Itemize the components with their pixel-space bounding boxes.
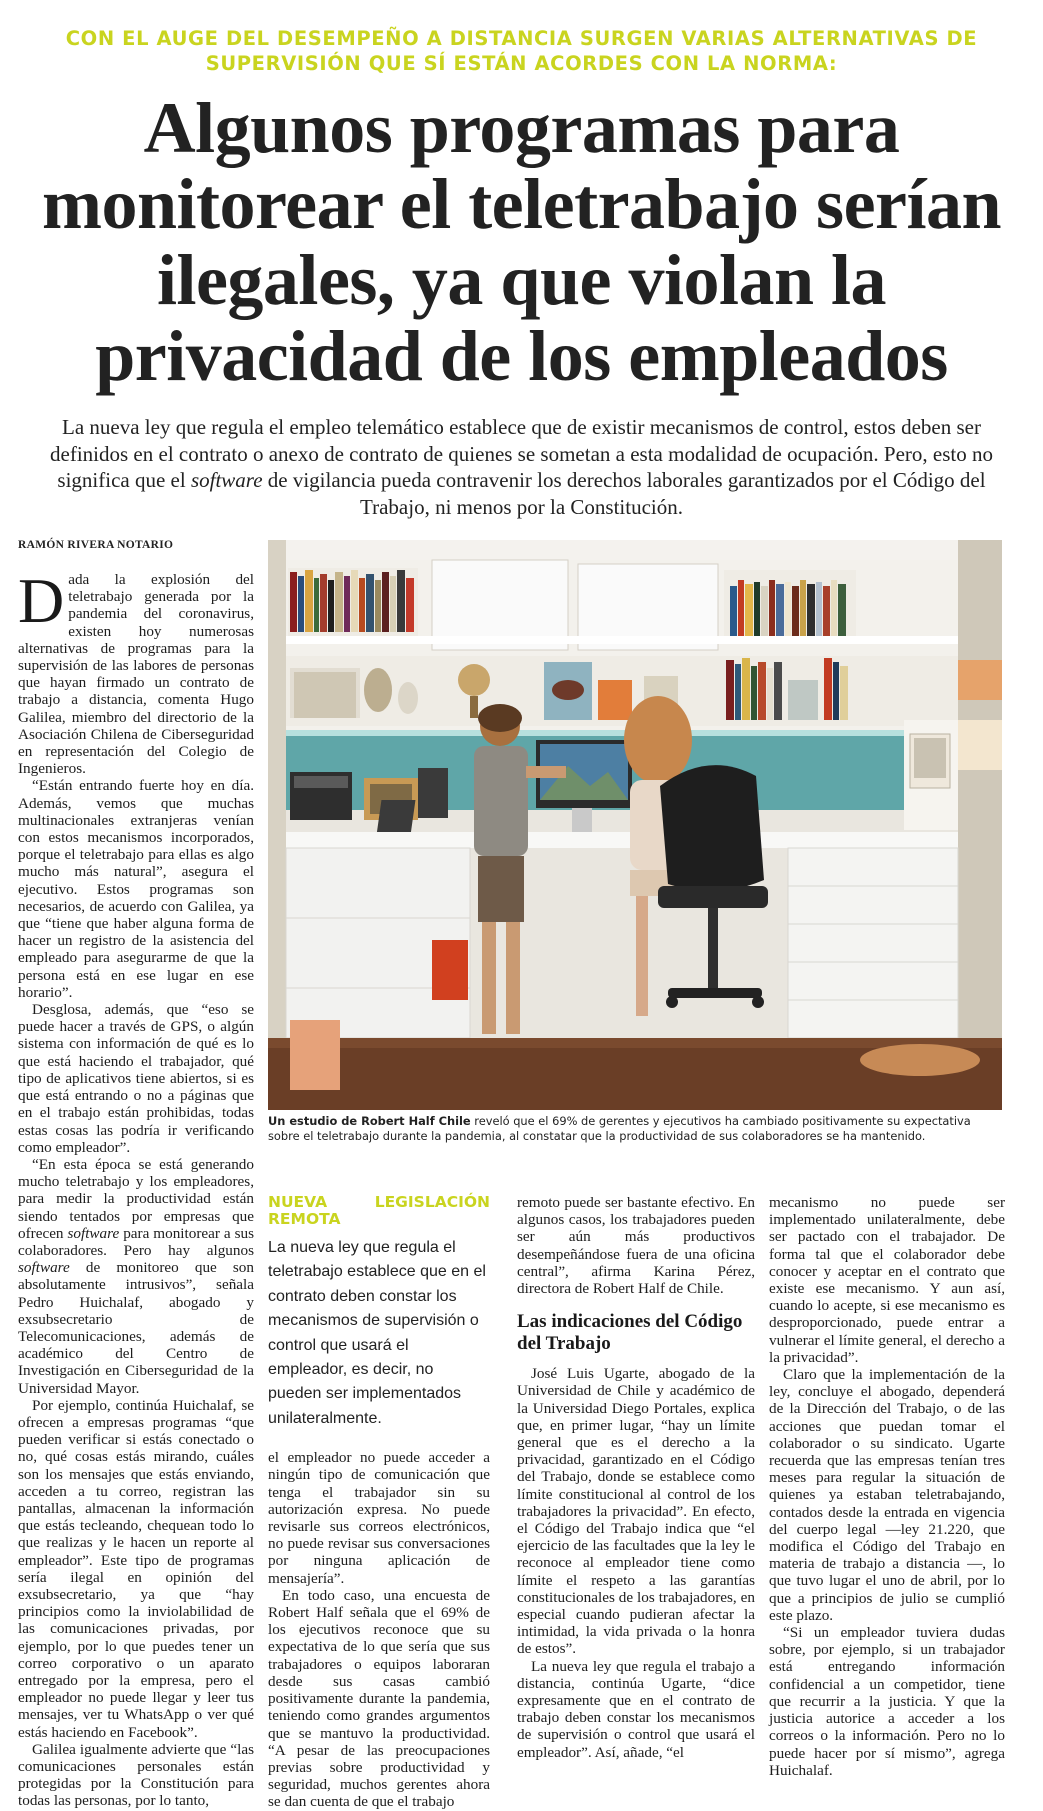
kicker: CON EL AUGE DEL DESEMPEÑO A DISTANCIA SURGEN VARIAS ALTERNATIVAS DE SUPERVISIÓN QUE SÍ ESTÁN ACORDES CON LA NORMA: (65, 27, 978, 75)
paragraph-text: de monitoreo que son absolutamente intrusivos”, señala Pedro Huichalaf, abogado y exsubsecretario de Telecomunicaciones, además de académico del Centro de Investigación en Ciberseguridad de la Universidad Mayor. (18, 1259, 254, 1397)
caption-bold: Un estudio de Robert Half Chile (268, 1114, 471, 1128)
paragraph: “Están entrando fuerte hoy en día. Además, vemos que muchas multinacionales extranjeras venían con estos mecanismos incorporados, porque el teletrabajo para ellas es algo mucho más natural”, asegura el ejecutivo. Estos programas son necesarios, de acuerdo con Galilea, ya que “tiene que haber alguna forma de hacer un registro de la asistencia del empleado para asegurarme de que la persona está en ese lugar en ese horario”. (18, 777, 254, 1001)
sidebar-title: NUEVA LEGISLACIÓN REMOTA (268, 1193, 490, 1228)
deck (24, 414, 1019, 520)
paragraph-text: ada la explosión del teletrabajo generada por la pandemia del coronavirus, existen hoy numerosas alternativas de programas para la supervisión de las labores de personas que hayan firmado un contrato de trabajo a distancia, comenta Hugo Galilea, miembro del directorio de la Asociación Chilena de Ciberseguridad en representación del Colegio de Ingenieros. (18, 571, 254, 778)
paragraph: “Si un empleador tuviera dudas sobre, por ejemplo, si un trabajador está entregando información confidencial a un competidor, tiene que recurrir a la justicia. Y que la justicia autorice a acceder a los correos o la información. Pero no lo puede hacer por sí mismo”, agrega Huichalaf. (769, 1624, 1005, 1779)
photo-caption (268, 1114, 1004, 1144)
paragraph: mecanismo no puede ser implementado unilateralmente, debe ser pactado con el trabajador. De forma tal que el colaborador debe conocer y aceptar en el contrato que existe ese mecanismo. Y aun así, cuando lo acepte, si ese mecanismo es desproporcionado, puede entrar a vulnerar el límite general, el derecho a la privacidad”. (769, 1194, 1005, 1366)
paragraph: La nueva ley que regula el trabajo a distancia, continúa Ugarte, “dice expresamente que en el contrato de trabajo deben constar los mecanismos de supervisión o control que usará el empleador”. Así, añade, “el (517, 1657, 755, 1761)
drop-cap: D (18, 565, 65, 636)
paragraph: En todo caso, una encuesta de Robert Half señala que el 69% de los ejecutivos reconoce que su expectativa de lo que sería que sus trabajadores o equipos laboraran desde sus casas cambió positivamente durante la pandemia, teniendo como grandes argumentos que se mantuvo la productividad. “A pesar de las preocupaciones previas sobre productividad y seguridad, muchos gerentes ahora se dan cuenta de que el trabajo (268, 1586, 490, 1811)
article-column-4 (769, 1194, 1005, 1779)
paragraph (18, 565, 254, 778)
paragraph-text: “En esta época se está generando mucho teletrabajo y los empleadores, para medir la productividad están siendo tentados por empresas que ofrecen (18, 1155, 254, 1242)
paragraph-text: para monitorear a sus colaboradores. Pero hay algunos (18, 1224, 254, 1259)
paragraph: remoto puede ser bastante efectivo. En algunos casos, los trabajadores pueden ser aún más productivos desempeñándose fuera de una oficina central”, afirma Karina Pérez, directora de Robert Half de Chile. (517, 1194, 755, 1298)
paragraph: José Luis Ugarte, abogado de la Universidad de Chile y académico de la Universidad Diego Portales, explica que, en primer lugar, “hay un límite general que es el derecho a la privacidad, garantizado en el Código del Trabajo, donde se establece como límite constitucional al control de los trabajadores la privacidad”. En efecto, el Código del Trabajo indica que “el ejercicio de las facultades que la ley le reconoce al empleador tiene como límite el respeto a las garantías constitucionales de los trabajadores, en especial cuando pudieran afectar la intimidad, la vida privada o la honra de estos”. (517, 1365, 755, 1658)
italic-term: software (67, 1224, 120, 1242)
caption-text: reveló que el 69% de gerentes y ejecutivos ha cambiado positivamente su expectativa sobre el teletrabajo durante la pandemia, al constatar que la productividad de sus colaboradores se ha mantenido. (268, 1114, 971, 1143)
byline: RAMÓN RIVERA NOTARIO (18, 539, 174, 551)
sidebar-body: La nueva ley que regula el teletrabajo establece que en el contrato deben constar los mecanismos de supervisión o control que usará el empleador, es decir, no pueden ser implementados unilateralmente. (268, 1239, 486, 1427)
subheading: Las indicaciones del Código del Trabajo (517, 1311, 743, 1355)
article-column-2 (268, 1193, 490, 1811)
article-photo (268, 540, 1002, 1110)
deck-part2: de vigilancia pueda contravenir los derechos laborales garantizados por el Código del Trabajo, ni menos por la Constitución. (262, 468, 986, 519)
paragraph: Por ejemplo, continúa Huichalaf, se ofrecen a empresas programas “que pueden verificar si estás conectado o no, qué cosas estás mirando, cuáles son los mensajes que estás enviando, acceden a tu correo, registran las pantallas, almacenan la información que estás tecleando, chequean todo lo que realizas y le hacen un reporte al empleador”. Este tipo de programas sería ilegal en opinión del exsubsecretario, ya que “hay principios como la inviolabilidad de las comunicaciones privadas, por ejemplo, por lo que puedes tener un correo corporativo o un aparato entregado por la empresa, pero el empleador no puede llegar y leer tus mensajes, ver tu WhatsApp o ver qué estás haciendo en Facebook”. (18, 1396, 254, 1741)
deck-part1: La nueva ley que regula el empleo telemático establece que de existir mecanismos de control, estos deben ser definidos en el contrato o anexo de contrato de quienes se sometan a esta modalidad de ocupación. Pero, esto no significa que el (50, 415, 993, 492)
article-column-1 (18, 565, 254, 1810)
article-column-3 (517, 1194, 755, 1761)
paragraph: Claro que la implementación de la ley, concluye el abogado, dependerá de la Dirección del Trabajo, o de las acciones que puedan tomar el colaborador o su sindicato. Ugarte recuerda que las empresas tenían tres meses para regular la situación de quienes ya estaban teletrabajando, contados desde la entrada en vigencia del cuerpo legal —ley 21.220, que modifica el Código del Trabajo en materia de trabajo a distancia —, lo que tuvo lugar el uno de abril, por lo que a principios de julio se cumplió este plazo. (769, 1366, 1005, 1624)
headline: Algunos programas para monitorear el teletrabajo serían ilegales, ya que violan la privacidad de los empleados (41, 88, 1002, 396)
paragraph: el empleador no puede acceder a ningún tipo de comunicación que tenga el trabajador sin su autorización expresa. No puede revisarle sus correos electrónicos, no puede revisar sus conversaciones por ninguna aplicación de mensajería”. (268, 1449, 490, 1587)
paragraph (18, 1156, 254, 1397)
home-office-illustration (268, 540, 1002, 1110)
paragraph: Galilea igualmente advierte que “las comunicaciones personales están protegidas por la Constitución para todas las personas, por lo tanto, (18, 1740, 254, 1810)
italic-term: software (18, 1259, 70, 1277)
paragraph: Desglosa, además, que “eso se puede hacer a través de GPS, o algún sistema con información de qué es lo que está haciendo el trabajador, qué tipo de aplicativos tiene abiertos, si es que está entrando o no a páginas que en el trabajo están prohibidas, todas estas cosas las podría ir verificando como empleador”. (18, 1001, 254, 1156)
deck-italic: software (190, 468, 263, 492)
